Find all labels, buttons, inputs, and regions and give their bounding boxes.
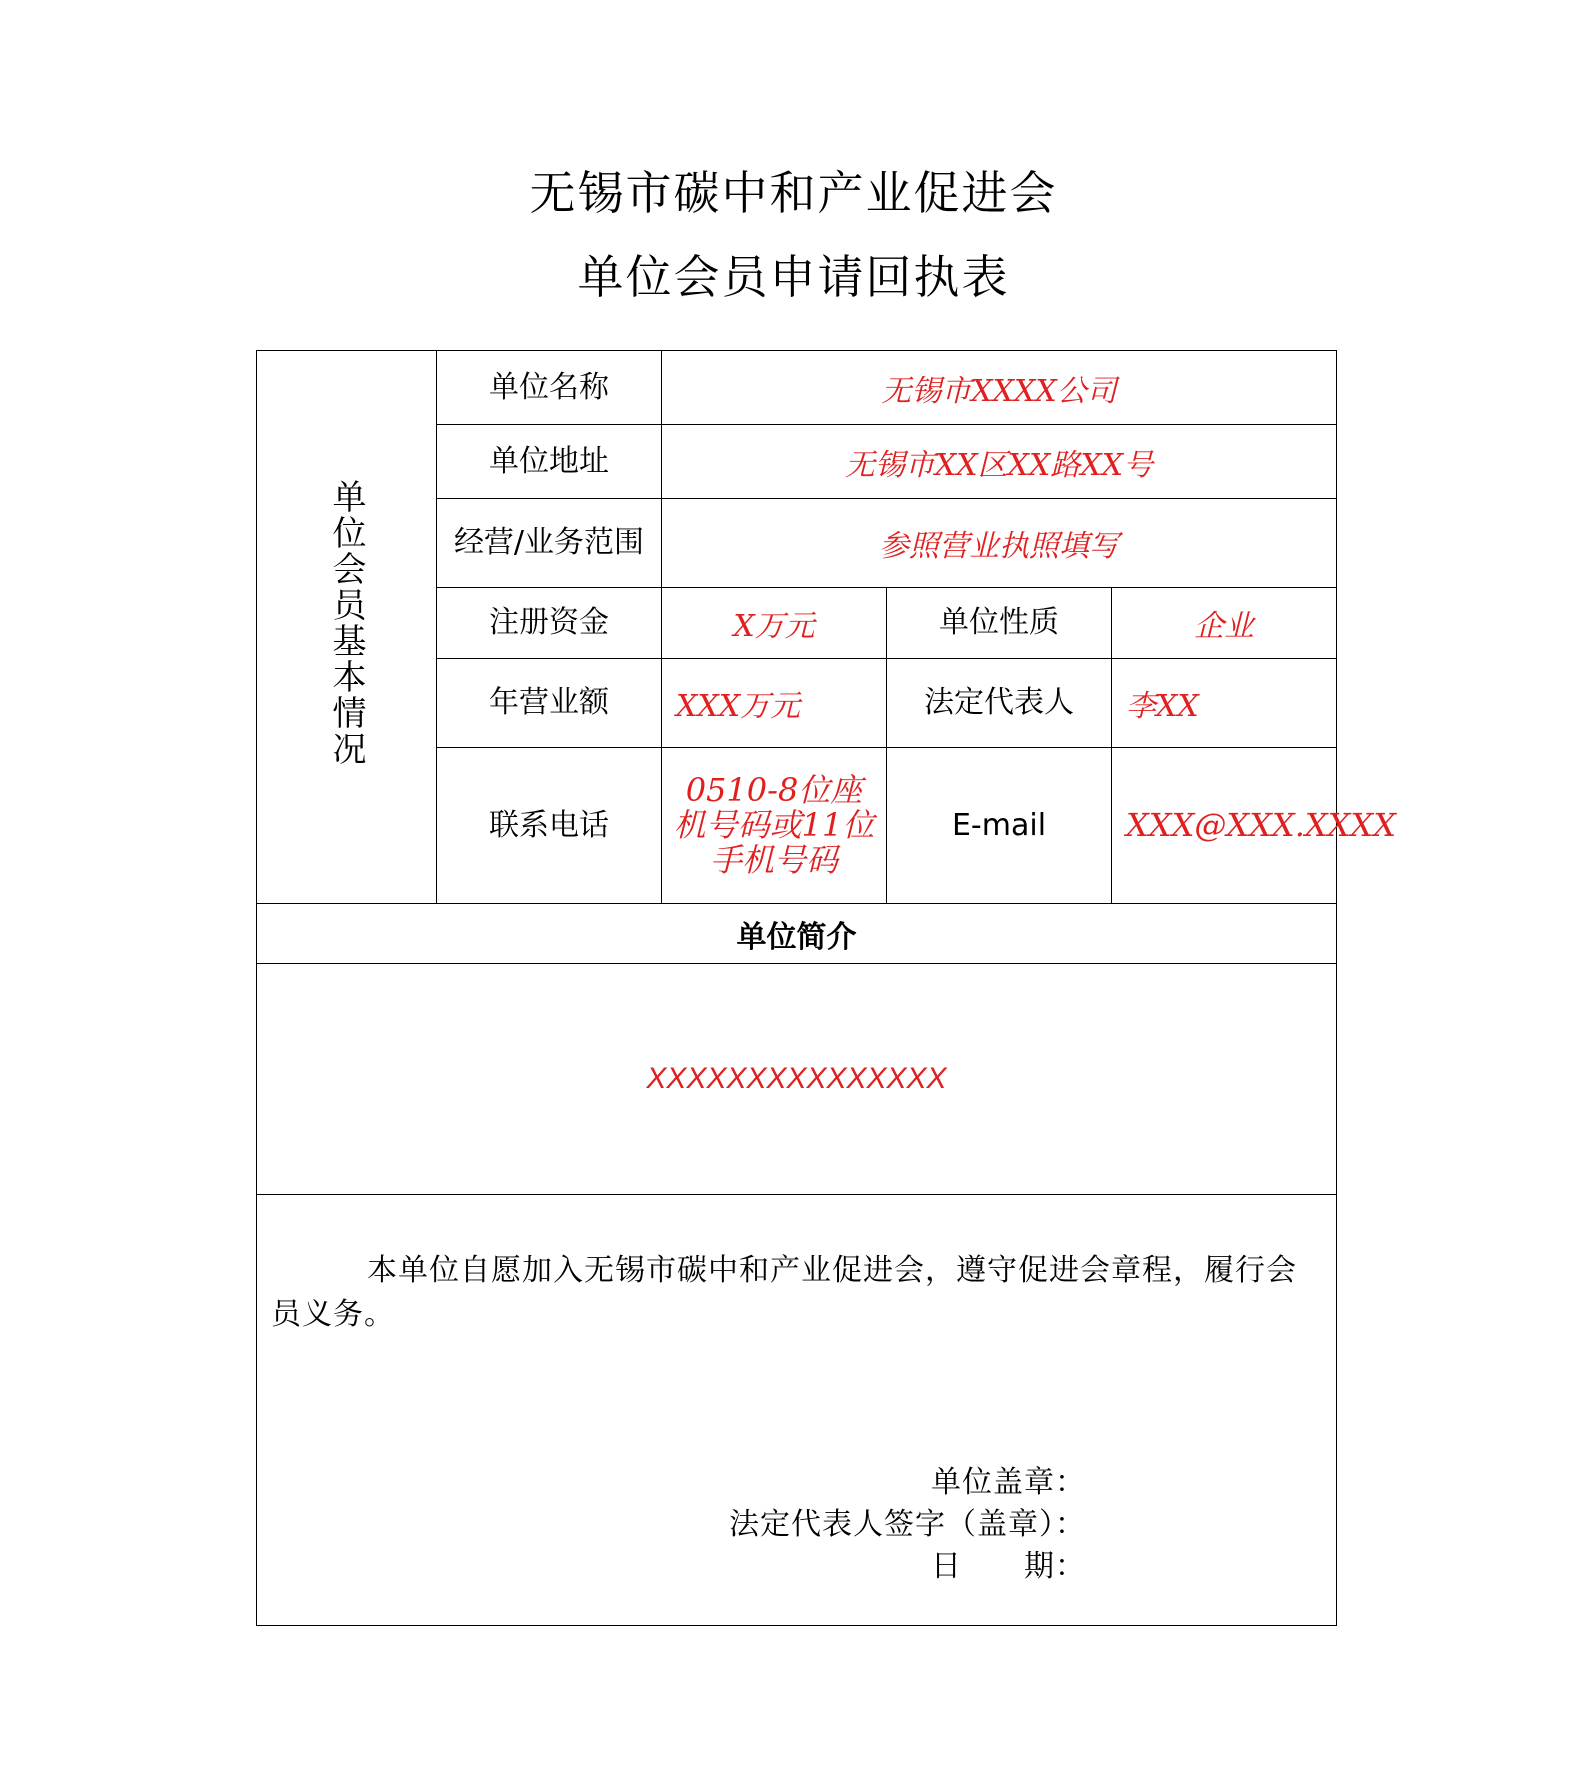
unit-seal-label: 单位盖章：	[931, 1465, 1087, 1500]
row-intro-content	[257, 964, 1337, 1195]
contact-phone-value[interactable]: 0510-8位座机号码或11位手机号码	[662, 748, 887, 904]
registered-capital-value[interactable]: X万元	[662, 588, 887, 659]
address-label: 单位地址	[437, 425, 662, 499]
unit-nature-label: 单位性质	[887, 588, 1112, 659]
annual-revenue-value[interactable]: XXX万元	[662, 659, 887, 748]
legal-rep-signature-label: 法定代表人签字（盖章）：	[729, 1507, 1087, 1542]
row-declaration	[257, 1195, 1337, 1626]
document-subtitle: 单位会员申请回执表	[577, 250, 1010, 304]
unit-nature-value[interactable]: 企业	[1112, 588, 1337, 659]
contact-phone-label: 联系电话	[437, 748, 662, 904]
legal-representative-value[interactable]: 李XX	[1112, 659, 1337, 748]
application-form-table	[256, 350, 1396, 1626]
registered-capital-label: 注册资金	[437, 588, 662, 659]
unit-intro-content[interactable]: XXXXXXXXXXXXXXX	[257, 964, 1337, 1195]
date-label: 日 期：	[931, 1549, 1087, 1584]
business-scope-value[interactable]: 参照营业执照填写	[662, 499, 1337, 588]
email-value[interactable]: XXX@XXX.XXXX	[1112, 748, 1337, 904]
declaration-text: 本单位自愿加入无锡市碳中和产业促进会，遵守促进会章程，履行会员义务。	[271, 1253, 1297, 1332]
declaration-cell	[257, 1195, 1337, 1626]
legal-representative-label: 法定代表人	[887, 659, 1112, 748]
address-value[interactable]: 无锡市XX区XX路XX号	[662, 425, 1337, 499]
business-scope-label: 经营/业务范围	[437, 499, 662, 588]
email-label: E-mail	[887, 748, 1112, 904]
basic-info-section-label: 单位会员基本情况	[326, 479, 366, 767]
unit-intro-heading: 单位简介	[257, 904, 1337, 964]
row-intro-heading	[257, 904, 1337, 964]
row-unit-name	[257, 351, 1337, 425]
annual-revenue-label: 年营业额	[437, 659, 662, 748]
unit-name-value[interactable]: 无锡市XXXX公司	[662, 351, 1337, 425]
basic-info-section-cell	[257, 351, 437, 904]
unit-name-label: 单位名称	[437, 351, 662, 425]
document-title: 无锡市碳中和产业促进会	[529, 166, 1058, 220]
